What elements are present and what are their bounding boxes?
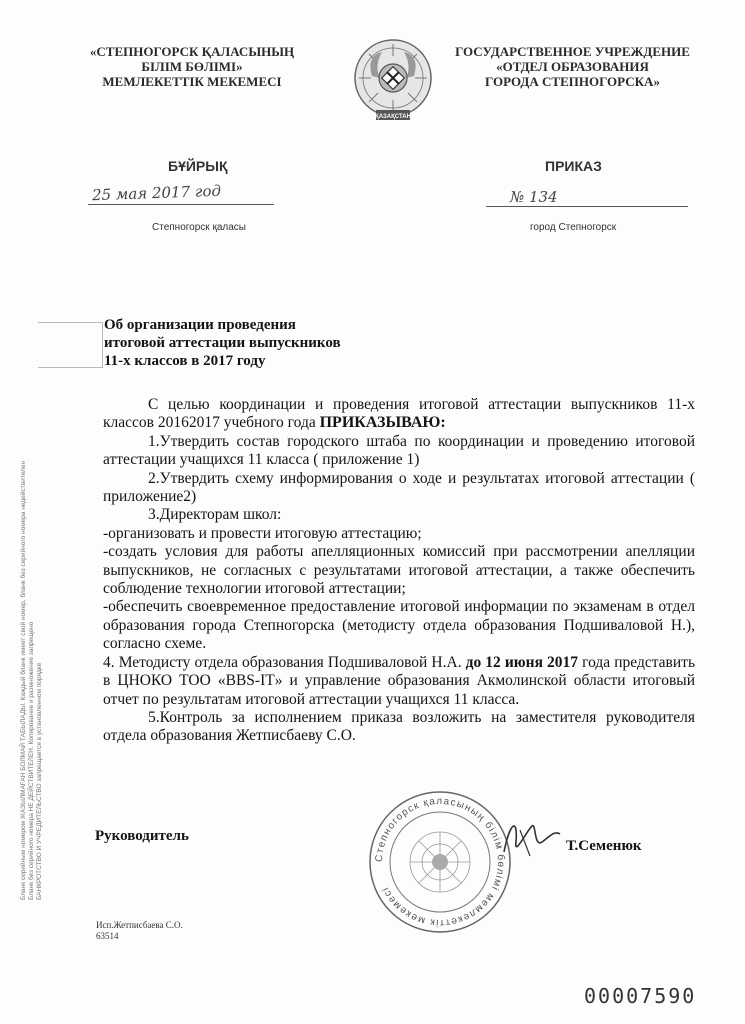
doc-type-kz: БҰЙРЫҚ [168,158,228,174]
doc-type-ru: ПРИКАЗ [545,158,602,174]
item-4-text-a: 4. Методисту отдела образования Подшиваловой Н.А. [103,653,466,671]
org-name-ru-line-2: «ОТДЕЛ ОБРАЗОВАНИЯ [496,59,649,74]
blank-side-note [20,380,44,900]
org-name-ru [430,44,715,89]
side-note-line-3: БАНКРОТСТВО И УЧРЕДИТЕЛЬСТВО запрещается в установленном порядке [36,662,43,900]
order-body [103,396,695,746]
order-date: 25 мая 2017 год [91,181,222,205]
emblem-label: ҚАЗАҚСТАН [375,114,411,120]
signatory-name: Т.Семенюк [566,838,642,854]
title-line-3: 11-х классов в 2017 году [104,353,266,369]
side-note-line-2: Бланк без серийного номера НЕ ДЕЙСТВИТЕЛЕН. Копирование и размножение запрещено [28,621,35,900]
state-emblem-icon [352,36,434,128]
stamp-ring-text: Степногорск қаласының білім бөлімі мемлекеттік мекемесі [373,795,507,929]
title-line-1: Об организации проведения [104,317,296,333]
paragraph-item-1: 1.Утвердить состав городского штаба по координации и проведению итоговой аттестации учащихся 11 класса ( приложение 1) [103,432,695,469]
side-note-line-1: Бланк серийным номером ЖАЗЫЛМАҒАН БОЛМАЙ ТАБЫЛАДЫ. Каждый бланк имеет свой номер, бланк без серийного номера недействителен [20,460,27,900]
paragraph-item-3-c: -обеспечить своевременное предоставление итоговой информации по экзаменам в отдел образования города Степногорска (методисту отдела образования Подшиваловой Н.), согласно схеме. [103,598,695,653]
executor-phone: 63514 [96,931,119,941]
city-kz: Степногорск қаласы [152,222,246,233]
org-name-kz-line-1: «СТЕПНОГОРСК ҚАЛАСЫНЫҢ [89,44,295,59]
order-title [104,316,341,370]
paragraph-item-3: 3.Директорам школ: [148,506,282,524]
paragraph-item-5: 5.Контроль за исполнением приказа возложить на заместителя руководителя отдела образования Жетписбаеву С.О. [103,708,695,745]
org-name-ru-line-1: ГОСУДАРСТВЕННОЕ УЧРЕЖДЕНИЕ [455,44,690,59]
number-underline [486,206,688,207]
org-name-ru-line-3: ГОРОДА СТЕПНОГОРСКА» [485,74,660,89]
city-ru: город Степногорск [530,222,617,233]
signatory-role: Руководитель [95,828,189,844]
paragraph-item-2: 2.Утвердить схему информирования о ходе и результатах итоговой аттестации ( приложение2) [103,469,695,506]
org-name-kz-line-3: МЕМЛЕКЕТТІК МЕКЕМЕСІ [102,74,282,89]
signature-scribble-icon [496,812,566,862]
org-name-kz [72,44,312,89]
official-stamp [366,788,514,936]
date-underline [88,204,274,205]
paragraph-preamble [103,396,695,433]
item-4-text-b: года представить в ЦНОКО ТОО «BBS-IT» и управление образования Акмолинской области итоговый отчет по результатам итоговой аттестации учащихся 11 класса. [103,653,696,708]
scan-margin-box [38,322,103,368]
order-keyword: ПРИКАЗЫВАЮ: [319,414,446,432]
org-name-kz-line-2: БІЛІМ БӨЛІМІ» [141,59,243,74]
paragraph-item-3-b: -создать условия для работы апелляционных комиссий при рассмотрении апелляции выпускников, не согласных с результатами итоговой аттестации, а также обеспечить соблюдение технологии итоговой аттестации; [103,543,695,598]
executor-info [96,920,183,942]
title-line-2: итоговой аттестации выпускников [104,335,341,351]
paragraph-item-4 [103,654,695,709]
order-number: № 134 [510,188,558,206]
executor-name: Исп.Жетписбаева С.О. [96,920,183,930]
paragraph-item-3-a: -организовать и провести итоговую аттестацию; [103,524,422,542]
preamble-text: С целью координации и проведения итоговой аттестации выпускников 11-х классов 20162017 учебного года [103,396,695,432]
blank-serial-number: 00007590 [584,984,697,1008]
item-4-deadline: до 12 июня 2017 [465,653,579,671]
